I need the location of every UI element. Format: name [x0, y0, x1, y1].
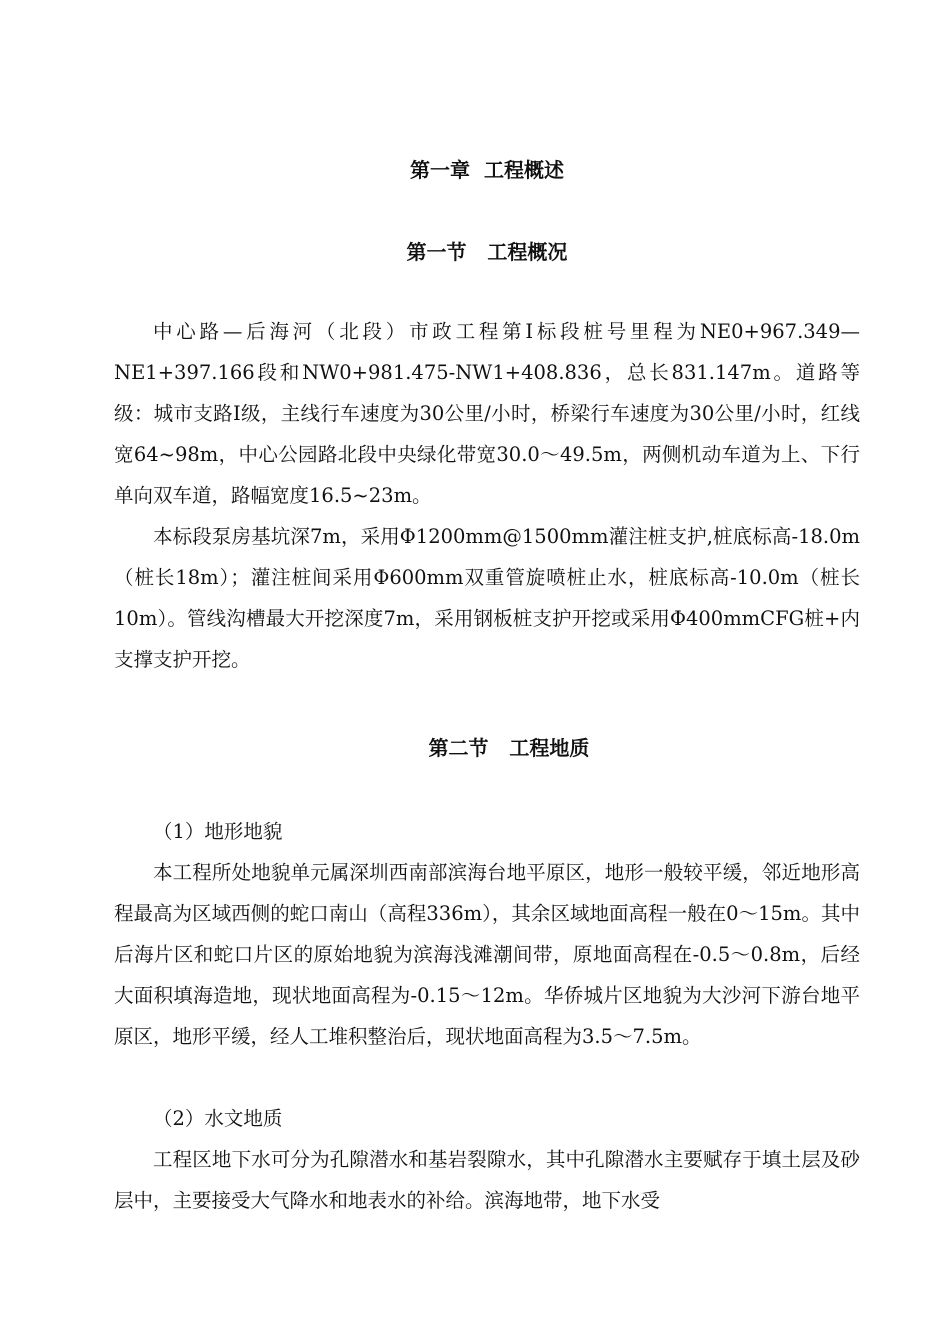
chapter-title: 第一章 工程概述 — [410, 158, 564, 182]
section-title-overview: 第一节 工程概况 — [406, 240, 568, 264]
subheading-terrain: （1）地形地貌 — [153, 820, 283, 843]
paragraph-terrain: 本工程所处地貌单元属深圳西南部滨海台地平原区，地形一般较平缓，邻近地形高程最高为区域西侧的蛇口南山（高程336m），其余区域地面高程一般在0～15m。其中后海片区和蛇口片区的原始地貌为滨海浅滩潮间带，原地面高程在-0.5～0.8m，后经大面积填海造地，现状地面高程为-0.15～12m。华侨城片区地貌为大沙河下游台地平原区，地形平缓，经人工堆积整治后，现状地面高程为3.5～7.5m。 — [114, 861, 860, 1048]
paragraph-foundation-pit: 本标段泵房基坑深7m，采用Φ1200mm@1500mm灌注桩支护,桩底标高-18.0m（桩长18m）；灌注桩间采用Φ600mm双重管旋喷桩止水，桩底标高-10.0m（桩长10m）。管线沟槽最大开挖深度7m，采用钢板桩支护开挖或采用Φ400mmCFG桩+内支撑支护开挖。 — [114, 525, 860, 671]
paragraph-project-scope: 中心路—后海河（北段）市政工程第Ⅰ标段桩号里程为NE0+967.349—NE1+397.166段和NW0+981.475-NW1+408.836，总长831.147m。道路等级：城市支路Ⅰ级，主线行车速度为30公里/小时，桥梁行车速度为30公里/小时，红线宽64~98m，中心公园路北段中央绿化带宽30.0～49.5m，两侧机动车道为上、下行单向双车道，路幅宽度16.5~23m。 — [114, 320, 860, 507]
section-title-geology: 第二节 工程地质 — [428, 736, 590, 760]
subheading-hydrogeology: （2）水文地质 — [153, 1107, 283, 1130]
paragraph-hydrogeology: 工程区地下水可分为孔隙潜水和基岩裂隙水，其中孔隙潜水主要赋存于填土层及砂层中，主要接受大气降水和地表水的补给。滨海地带，地下水受 — [114, 1148, 860, 1212]
